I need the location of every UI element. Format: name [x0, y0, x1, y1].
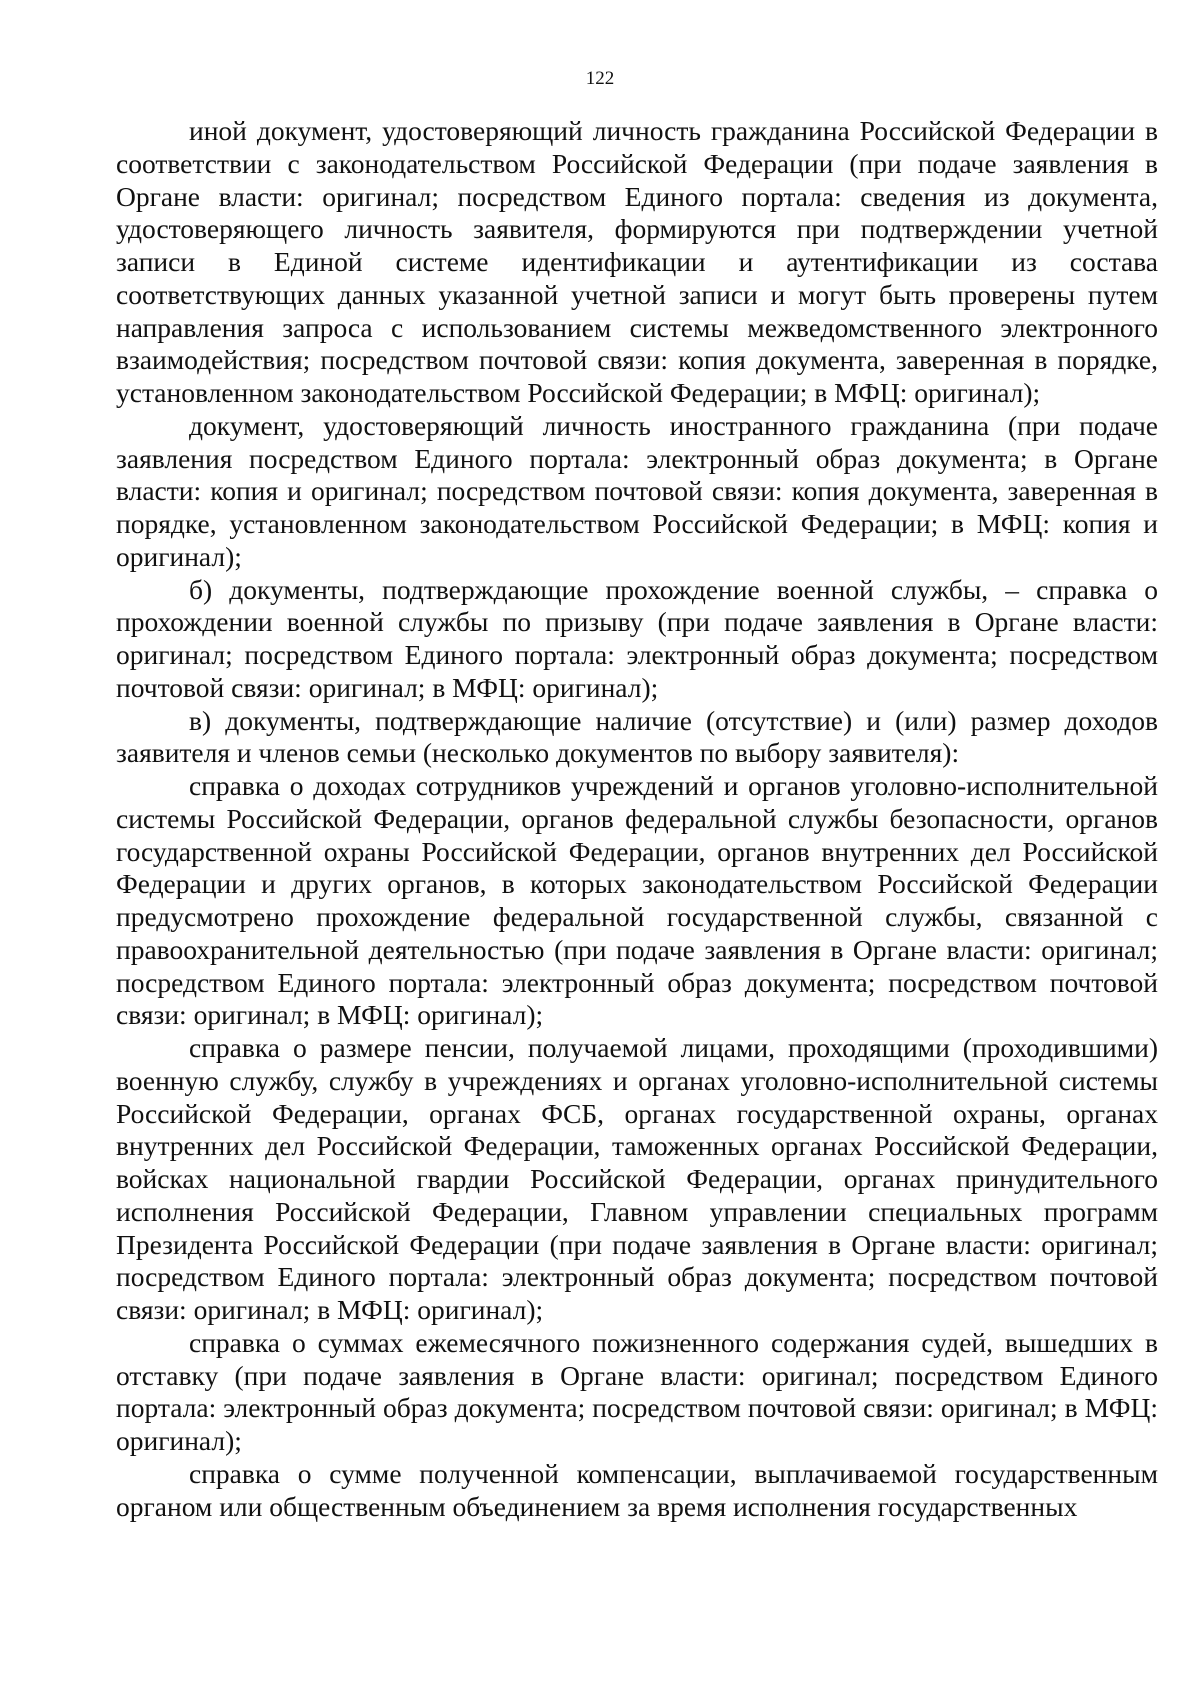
paragraph-income-documents: в) документы, подтверждающие наличие (отсутствие) и (или) размер доходов заявителя и членов семьи (несколько документов по выбору заявителя):: [116, 704, 1158, 769]
document-body: [116, 115, 1158, 1523]
paragraph-other-identity-document: иной документ, удостоверяющий личность гражданина Российской Федерации в соответствии с законодательством Российской Федерации (при подаче заявления в Органе власти: оригинал; посредством Единого портала: сведения из документа, удостоверяющего личность заявителя, формируются при подтверждении учетной записи в Единой системе идентификации и аутентификации из состава соответствующих данных указанной учетной записи и могут быть проверены путем направления запроса с использованием системы межведомственного электронного взаимодействия; посредством почтовой связи: копия документа, заверенная в порядке, установленном законодательством Российской Федерации; в МФЦ: оригинал);: [116, 115, 1158, 408]
paragraph-income-certificate-law-enforcement: справка о доходах сотрудников учреждений и органов уголовно-исполнительной системы Российской Федерации, органов федеральной службы безопасности, органов государственной охраны Российской Федерации, органов внутренних дел Российской Федерации и других органов, в которых законодательством Российской Федерации предусмотрено прохождение федеральной государственной службы, связанной с правоохранительной деятельностью (при подаче заявления в Органе власти: оригинал; посредством Единого портала: электронный образ документа; посредством почтовой связи: оригинал; в МФЦ: оригинал);: [116, 770, 1158, 1031]
paragraph-military-service-documents: б) документы, подтверждающие прохождение военной службы, – справка о прохождении военной службы по призыву (при подаче заявления в Органе власти: оригинал; посредством Единого портала: электронный образ документа; посредством почтовой связи: оригинал; в МФЦ: оригинал);: [116, 573, 1158, 703]
paragraph-pension-certificate: справка о размере пенсии, получаемой лицами, проходящими (проходившими) военную службу, службу в учреждениях и органах уголовно-исполнительной системы Российской Федерации, органах ФСБ, органах государственной охраны, органах внутренних дел Российской Федерации, таможенных органах Российской Федерации, войсках национальной гвардии Российской Федерации, органах принудительного исполнения Российской Федерации, Главном управлении специальных программ Президента Российской Федерации (при подаче заявления в Органе власти: оригинал; посредством Единого портала: электронный образ документа; посредством почтовой связи: оригинал; в МФЦ: оригинал);: [116, 1032, 1158, 1325]
paragraph-foreign-citizen-document: документ, удостоверяющий личность иностранного гражданина (при подаче заявления посредством Единого портала: электронный образ документа; в Органе власти: копия и оригинал; посредством почтовой связи: копия документа, заверенная в порядке, установленном законодательством Российской Федерации; в МФЦ: копия и оригинал);: [116, 409, 1158, 572]
paragraph-compensation-certificate: справка о сумме полученной компенсации, выплачиваемой государственным органом или общественным объединением за время исполнения государственных: [116, 1457, 1158, 1522]
page-number: 122: [585, 68, 615, 89]
paragraph-retired-judges-certificate: справка о суммах ежемесячного пожизненного содержания судей, вышедших в отставку (при подаче заявления в Органе власти: оригинал; посредством Единого портала: электронный образ документа; посредством почтовой связи: оригинал; в МФЦ: оригинал);: [116, 1326, 1158, 1456]
